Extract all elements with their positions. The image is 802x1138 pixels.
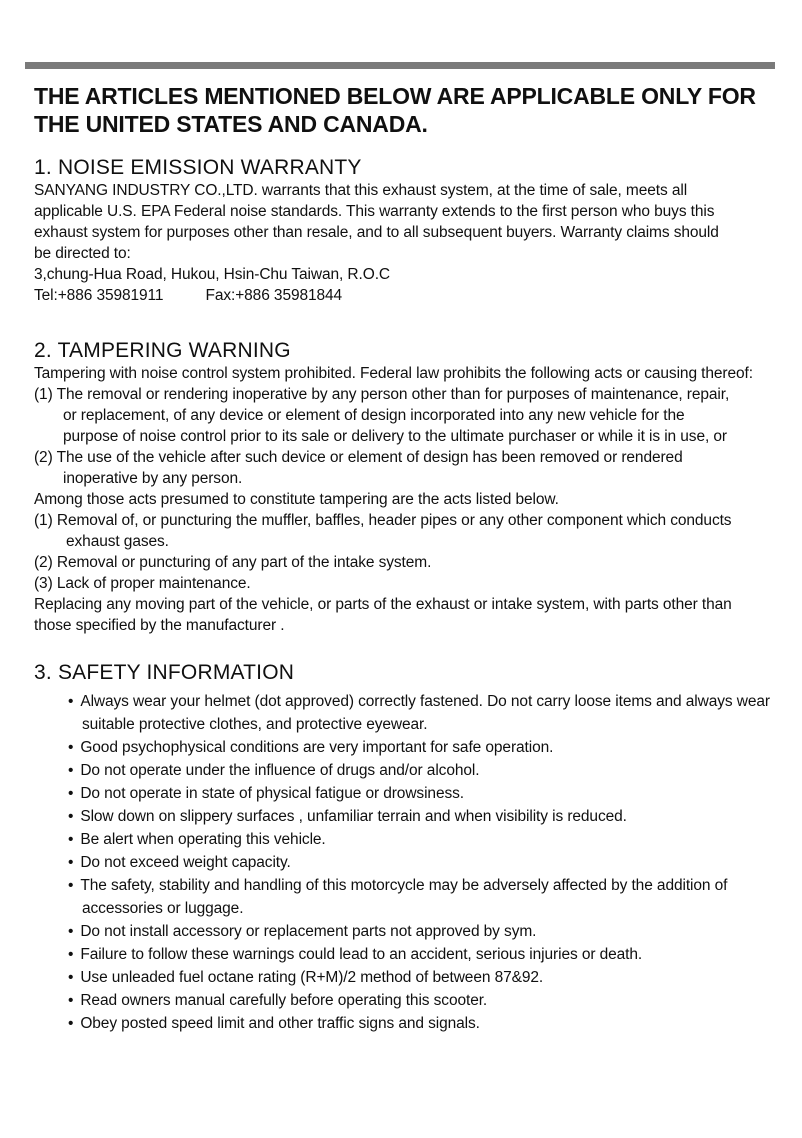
bullet-icon: • [68, 854, 74, 871]
bullet-icon: • [68, 739, 74, 756]
bullet-icon: • [68, 831, 74, 848]
safety-bullet [68, 874, 774, 920]
tampering-warning-title: 2. TAMPERING WARNING [34, 339, 291, 362]
safety-bullet-text: Do not operate under the influence of drugs and/or alcohol. [80, 762, 480, 779]
tampering-acts-list [34, 384, 774, 489]
tampering-closing: Replacing any moving part of the vehicle, or parts of the exhaust or intake system, with parts other than those specified by the manufacturer . [34, 596, 732, 634]
presumed-act-item: (1) Removal of, or puncturing the muffler, baffles, header pipes or any other component which conducts exhaust gases. [34, 512, 732, 550]
warranty-tel: Tel:+886 35981911 [34, 287, 164, 304]
page-title [34, 82, 774, 138]
safety-bullet [68, 1012, 774, 1035]
safety-bullet [68, 966, 774, 989]
safety-bullet-text: Always wear your helmet (dot approved) correctly fastened. Do not carry loose items and always wear suitable protective clothes, and protective eyewear. [80, 693, 770, 733]
top-divider [25, 62, 775, 69]
tampering-act-item: (1) The removal or rendering inoperative by any person other than for purposes of maintenance, repair, or replacement, of any device or element of design incorporated into any new vehicle for the purpose of noise control prior to its sale or delivery to the ultimate purchaser or while it is in use, or [34, 386, 730, 445]
safety-bullet-text: Do not install accessory or replacement parts not approved by sym. [80, 923, 537, 940]
warranty-contacts [34, 285, 774, 306]
safety-bullet-text: Failure to follow these warnings could lead to an accident, serious injuries or death. [80, 946, 643, 963]
bullet-icon: • [68, 693, 74, 710]
safety-bullet [68, 989, 774, 1012]
safety-bullet [68, 736, 774, 759]
presumed-act-item: (3) Lack of proper maintenance. [34, 575, 251, 592]
safety-bullet [68, 805, 774, 828]
tampering-presumed-intro: Among those acts presumed to constitute tampering are the acts listed below. [34, 491, 559, 508]
bullet-icon: • [68, 785, 74, 802]
presumed-acts-list [34, 510, 774, 594]
safety-bullet-text: Do not exceed weight capacity. [80, 854, 291, 871]
safety-bullet-text: The safety, stability and handling of this motorcycle may be adversely affected by the addition of accessories or luggage. [80, 877, 728, 917]
page-title-line: THE UNITED STATES AND CANADA. [34, 111, 428, 137]
warranty-paragraph: SANYANG INDUSTRY CO.,LTD. warrants that this exhaust system, at the time of sale, meets all applicable U.S. EPA Federal noise standards. This warranty extends to the first person who buys this exhaust system for purposes other than resale, and to all subsequent buyers. Warranty claims should be directed to: [34, 182, 719, 262]
tampering-act-item: (2) The use of the vehicle after such device or element of design has been removed or rendered inoperative by any person. [34, 449, 683, 487]
section-noise-emission-warranty [34, 155, 774, 306]
bullet-icon: • [68, 877, 74, 894]
page-title-line: THE ARTICLES MENTIONED BELOW ARE APPLICABLE ONLY FOR [34, 83, 756, 109]
safety-bullet [68, 782, 774, 805]
safety-bullet-text: Slow down on slippery surfaces , unfamiliar terrain and when visibility is reduced. [80, 808, 627, 825]
safety-bullet-text: Read owners manual carefully before operating this scooter. [80, 992, 488, 1009]
bullet-icon: • [68, 1015, 74, 1032]
bullet-icon: • [68, 992, 74, 1009]
safety-bullets-list [34, 690, 774, 1035]
safety-bullet [68, 920, 774, 943]
section-safety-information [34, 660, 774, 1035]
warranty-fax: Fax:+886 35981844 [205, 287, 343, 304]
safety-bullet-text: Be alert when operating this vehicle. [80, 831, 326, 848]
safety-bullet [68, 943, 774, 966]
presumed-act-item: (2) Removal or puncturing of any part of the intake system. [34, 554, 432, 571]
bullet-icon: • [68, 808, 74, 825]
tampering-intro: Tampering with noise control system prohibited. Federal law prohibits the following acts or causing thereof: [34, 365, 753, 382]
safety-bullet [68, 759, 774, 782]
safety-bullet [68, 690, 774, 736]
bullet-icon: • [68, 969, 74, 986]
bullet-icon: • [68, 762, 74, 779]
safety-bullet-text: Good psychophysical conditions are very important for safe operation. [80, 739, 554, 756]
bullet-icon: • [68, 923, 74, 940]
safety-information-title: 3. SAFETY INFORMATION [34, 661, 295, 684]
noise-warranty-title: 1. NOISE EMISSION WARRANTY [34, 156, 362, 179]
safety-bullet-text: Do not operate in state of physical fatigue or drowsiness. [80, 785, 464, 802]
safety-bullet-text: Use unleaded fuel octane rating (R+M)/2 method of between 87&92. [80, 969, 544, 986]
safety-bullet [68, 851, 774, 874]
safety-bullet [68, 828, 774, 851]
section-tampering-warning [34, 338, 774, 636]
bullet-icon: • [68, 946, 74, 963]
warranty-address: 3,chung-Hua Road, Hukou, Hsin-Chu Taiwan, R.O.C [34, 266, 390, 283]
safety-bullet-text: Obey posted speed limit and other traffic signs and signals. [80, 1015, 480, 1032]
